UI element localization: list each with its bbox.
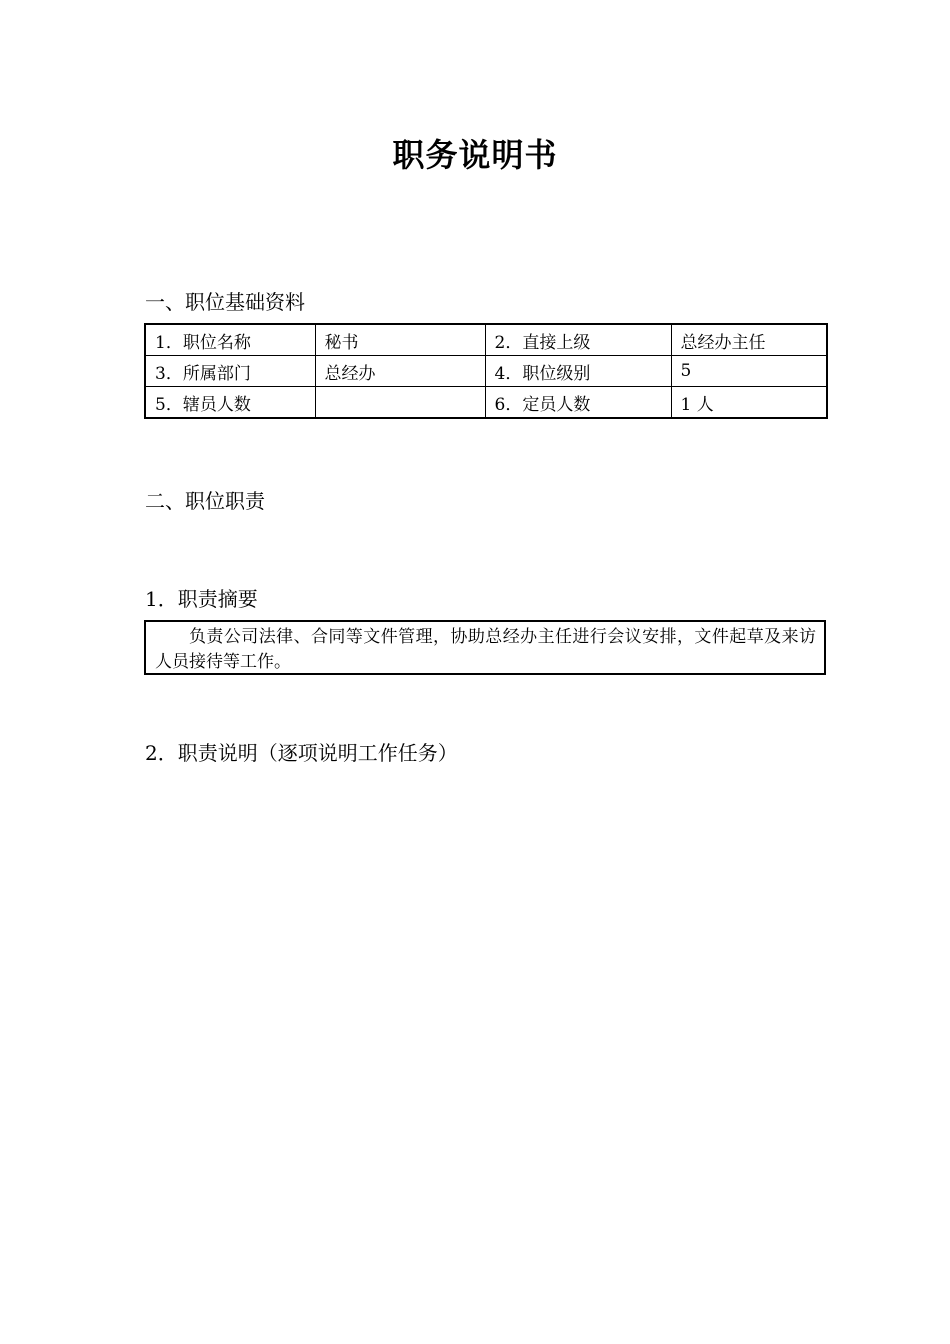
- duty-summary-box: 负责公司法律、合同等文件管理，协助总经办主任进行会议安排，文件起草及来访人员接待等工作。: [144, 620, 826, 675]
- section-heading-duties: 二、职位职责: [145, 489, 265, 513]
- table-cell-label: 6．定员人数: [485, 387, 671, 419]
- table-cell-label: 4．职位级别: [485, 356, 671, 387]
- section-heading-basic-info: 一、职位基础资料: [145, 290, 305, 314]
- table-cell-label: 2．直接上级: [485, 324, 671, 356]
- table-row: [145, 387, 827, 419]
- table-cell-value: 秘书: [315, 324, 485, 356]
- table-cell-value: 5: [671, 356, 827, 387]
- table-row: [145, 324, 827, 356]
- table-cell-label: 5．辖员人数: [145, 387, 315, 419]
- table-cell-label: 1．职位名称: [145, 324, 315, 356]
- table-cell-label: 3．所属部门: [145, 356, 315, 387]
- basic-info-table: [144, 323, 828, 419]
- table-cell-value: [315, 387, 485, 419]
- subheading-duty-details: 2．职责说明（逐项说明工作任务）: [145, 741, 458, 765]
- table-row: [145, 356, 827, 387]
- table-cell-value: 总经办主任: [671, 324, 827, 356]
- table-cell-value: 1 人: [671, 387, 827, 419]
- page-title: 职务说明书: [392, 136, 558, 174]
- table-cell-value: 总经办: [315, 356, 485, 387]
- subheading-duty-summary: 1．职责摘要: [145, 587, 258, 611]
